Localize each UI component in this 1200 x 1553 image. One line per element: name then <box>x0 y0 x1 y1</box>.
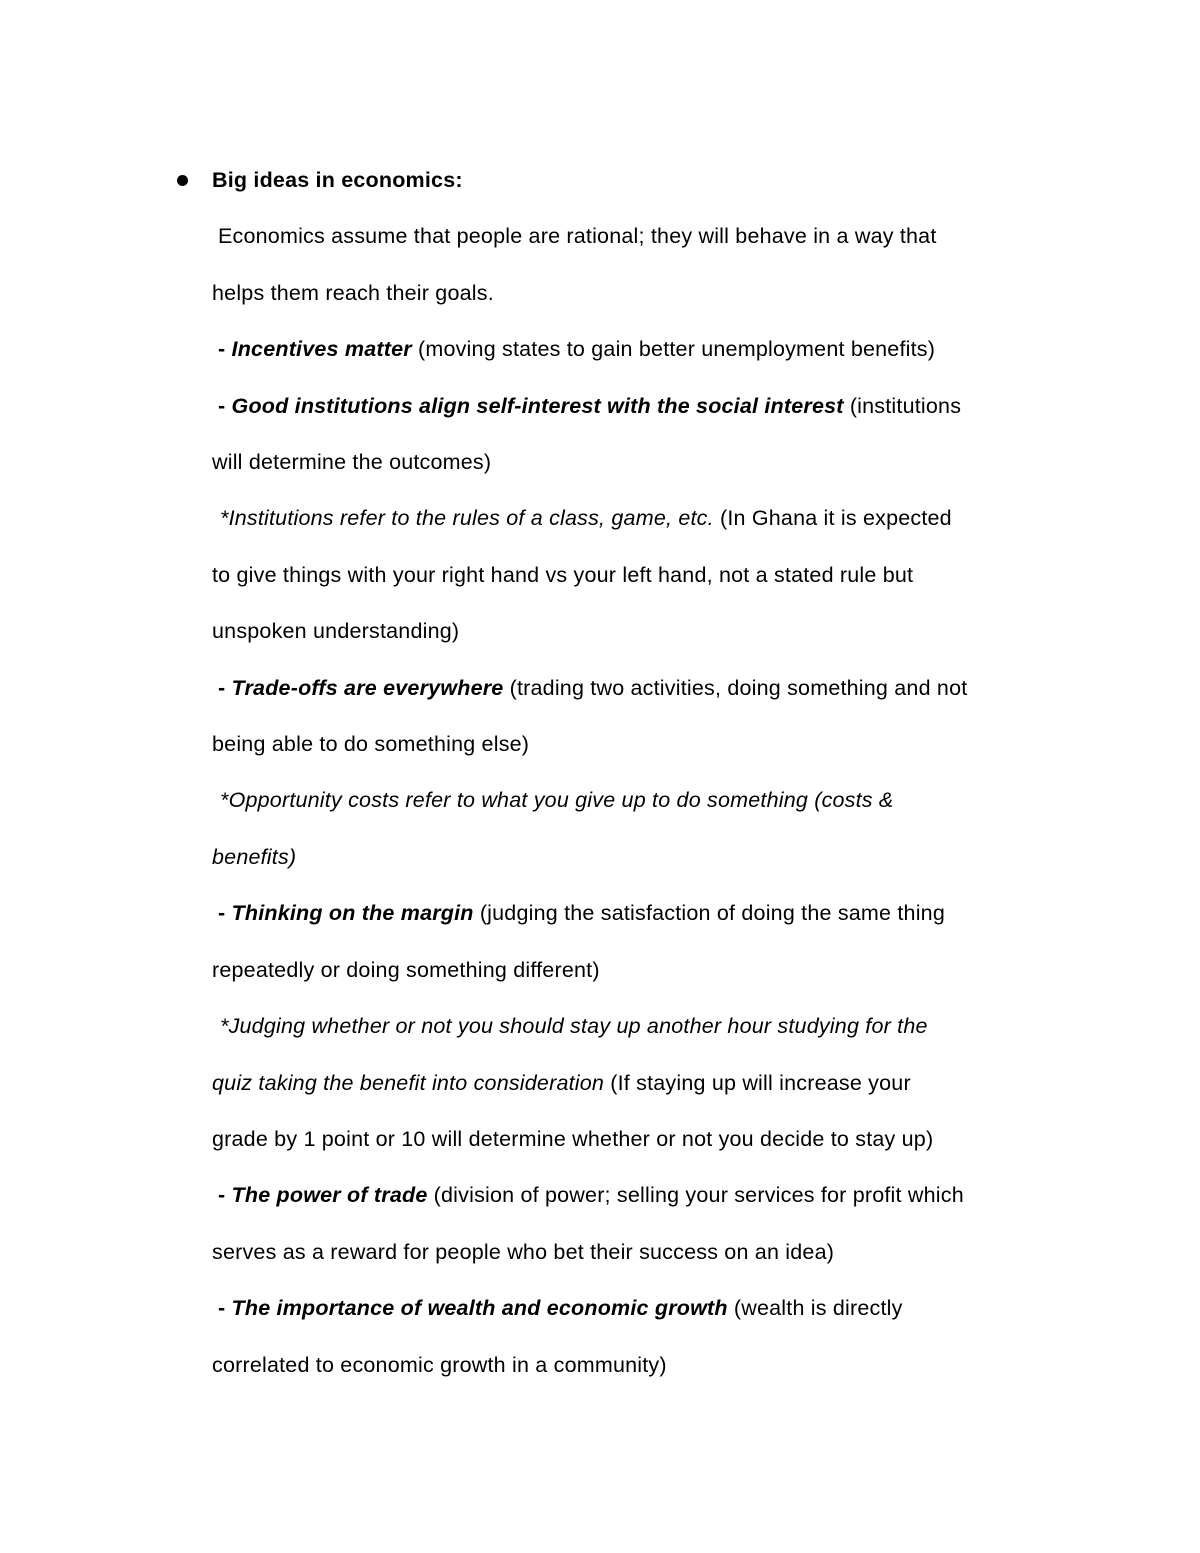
margin-note-line-3: grade by 1 point or 10 will determine whether or not you decide to stay up) <box>212 1126 934 1151</box>
idea-tradeoffs-line-2: being able to do something else) <box>212 732 530 757</box>
idea-wealth-growth: - The importance of wealth and economic growth (wealth is directly <box>218 1296 903 1321</box>
institutions-note-line-2: to give things with your right hand vs your left hand, not a stated rule but <box>212 562 914 587</box>
intro-line-2: helps them reach their goals. <box>212 280 494 305</box>
idea-institutions-line-2: will determine the outcomes) <box>212 450 492 475</box>
idea-margin-line-2: repeatedly or doing something different) <box>212 957 600 982</box>
bullet-dot-icon <box>177 175 188 186</box>
idea-power-of-trade-line-2: serves as a reward for people who bet their success on an idea) <box>212 1239 835 1264</box>
idea-term: Trade-offs are everywhere <box>231 675 504 700</box>
margin-note: *Judging whether or not you should stay up another hour studying for the <box>220 1014 928 1039</box>
idea-term: Good institutions align self-interest with the social interest <box>231 393 844 418</box>
opportunity-cost-note-line-2: benefits) <box>212 844 297 869</box>
idea-power-of-trade: - The power of trade (division of power; selling your services for profit which <box>218 1183 964 1208</box>
idea-term: The power of trade <box>231 1183 428 1208</box>
idea-tradeoffs: - Trade-offs are everywhere (trading two activities, doing something and not <box>218 675 968 700</box>
idea-margin: - Thinking on the margin (judging the satisfaction of doing the same thing <box>218 901 945 926</box>
idea-institutions: - Good institutions align self-interest with the social interest (institutions <box>218 393 962 418</box>
section-heading: Big ideas in economics: <box>212 168 463 192</box>
idea-term: Incentives matter <box>231 337 412 362</box>
intro-line-1: Economics assume that people are rational; they will behave in a way that <box>218 224 937 249</box>
margin-note-line-2: quiz taking the benefit into consideration (If staying up will increase your <box>212 1070 911 1095</box>
bullet-list-item <box>212 152 1072 1393</box>
institutions-note-line-3: unspoken understanding) <box>212 619 460 644</box>
idea-wealth-growth-line-2: correlated to economic growth in a community) <box>212 1352 667 1377</box>
idea-incentives: - Incentives matter (moving states to gain better unemployment benefits) <box>218 337 936 362</box>
opportunity-cost-note: *Opportunity costs refer to what you give up to do something (costs & <box>220 788 894 813</box>
idea-term: The importance of wealth and economic growth <box>231 1296 728 1321</box>
idea-term: Thinking on the margin <box>231 901 474 926</box>
institutions-note: *Institutions refer to the rules of a class, game, etc. (In Ghana it is expected <box>220 506 952 531</box>
